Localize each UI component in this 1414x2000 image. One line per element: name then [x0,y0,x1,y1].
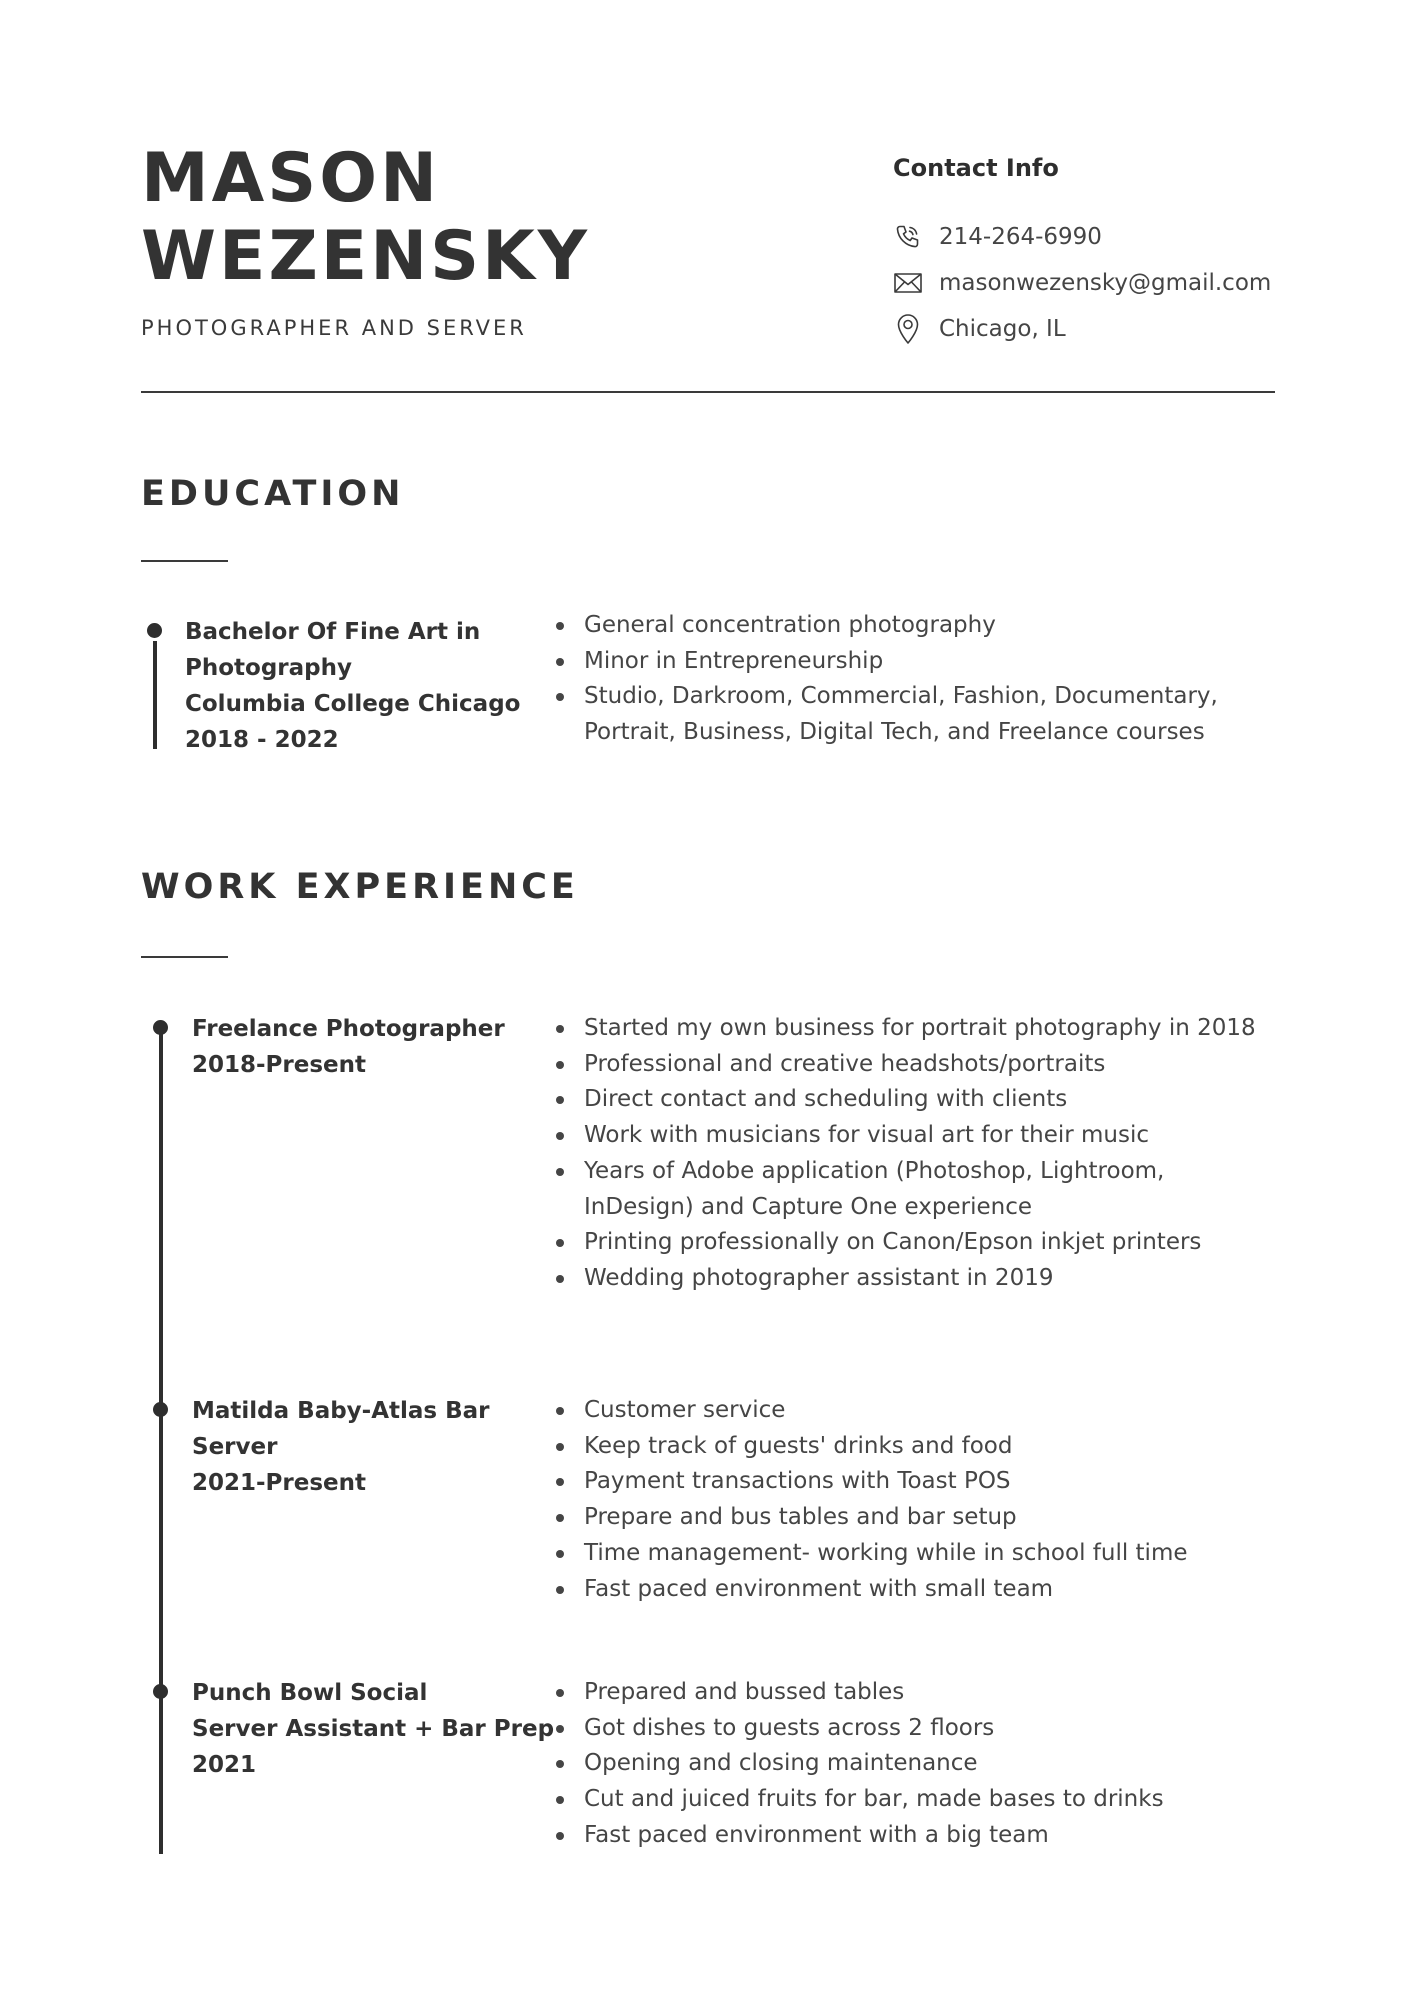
job-employer: Punch Bowl Social [192,1680,428,1706]
school-name: Columbia College Chicago [185,691,521,717]
education-entry-info [185,614,520,758]
work-timeline-dot-1 [153,1020,168,1035]
education-timeline-dot [147,623,162,638]
work-timeline-dot-2 [153,1402,168,1417]
list-item: Payment transactions with Toast POS [556,1464,1276,1500]
list-item: Work with musicians for visual art for their music [556,1118,1276,1154]
list-item: Wedding photographer assistant in 2019 [556,1261,1276,1297]
work-experience-underline [141,956,228,958]
phone-icon [893,222,923,252]
list-item: Customer service [556,1393,1276,1429]
education-bullets [556,608,1276,751]
contact-info-heading: Contact Info [893,154,1059,182]
job-freelance-bullets [556,1011,1276,1297]
education-timeline-line [153,641,157,749]
list-item: Minor in Entrepreneurship [556,644,1276,680]
contact-location-row [893,312,1066,346]
list-item: Got dishes to guests across 2 floors [556,1711,1276,1747]
work-timeline-dot-3 [153,1684,168,1699]
job-matilda-bullets [556,1393,1276,1607]
education-underline [141,560,228,562]
list-item: Fast paced environment with small team [556,1572,1276,1608]
education-dates: 2018 - 2022 [185,727,339,753]
job-subtitle: PHOTOGRAPHER AND SERVER [141,316,527,340]
degree-line-2: Photography [185,655,352,681]
job-title: Server [192,1434,278,1460]
degree-line-1: Bachelor Of Fine Art in [185,619,481,645]
name-line-last: WEZENSKY [141,217,591,296]
job-dates: 2021-Present [192,1470,367,1496]
list-item: Opening and closing maintenance [556,1746,1276,1782]
location-pin-icon [893,314,923,344]
list-item: Prepare and bus tables and bar setup [556,1500,1276,1536]
list-item: Printing professionally on Canon/Epson inkjet printers [556,1225,1276,1261]
contact-email[interactable]: masonwezensky@gmail.com [939,270,1272,296]
candidate-name [141,140,781,296]
list-item: Direct contact and scheduling with clients [556,1082,1276,1118]
work-timeline-line [159,1030,163,1854]
job-punchbowl-bullets [556,1675,1276,1854]
header-divider [141,391,1275,393]
contact-phone-row [893,220,1102,254]
job-title: Server Assistant + Bar Prep [192,1716,555,1742]
list-item: Prepared and bussed tables [556,1675,1276,1711]
list-item: Keep track of guests' drinks and food [556,1429,1276,1465]
name-line-first: MASON [141,139,440,218]
job-freelance-info [192,1011,505,1083]
job-punchbowl-info [192,1675,554,1783]
contact-email-row [893,266,1271,300]
education-heading: EDUCATION [141,474,405,514]
mail-icon [893,268,923,298]
list-item: Time management- working while in school full time [556,1536,1276,1572]
list-item: Studio, Darkroom, Commercial, Fashion, Documentary, Portrait, Business, Digital Tech, and Freelance courses [556,679,1276,750]
list-item: Cut and juiced fruits for bar, made bases to drinks [556,1782,1276,1818]
contact-phone[interactable]: 214-264-6990 [939,224,1102,250]
job-dates: 2021 [192,1752,257,1778]
work-experience-heading: WORK EXPERIENCE [141,867,579,907]
job-matilda-info [192,1393,490,1501]
job-title: Freelance Photographer [192,1016,505,1042]
list-item: Started my own business for portrait photography in 2018 [556,1011,1276,1047]
job-dates: 2018-Present [192,1052,367,1078]
contact-location: Chicago, IL [939,316,1066,342]
list-item: General concentration photography [556,608,1276,644]
list-item: Fast paced environment with a big team [556,1818,1276,1854]
job-employer: Matilda Baby-Atlas Bar [192,1398,490,1424]
list-item: Years of Adobe application (Photoshop, Lightroom, InDesign) and Capture One experience [556,1154,1276,1225]
list-item: Professional and creative headshots/portraits [556,1047,1276,1083]
